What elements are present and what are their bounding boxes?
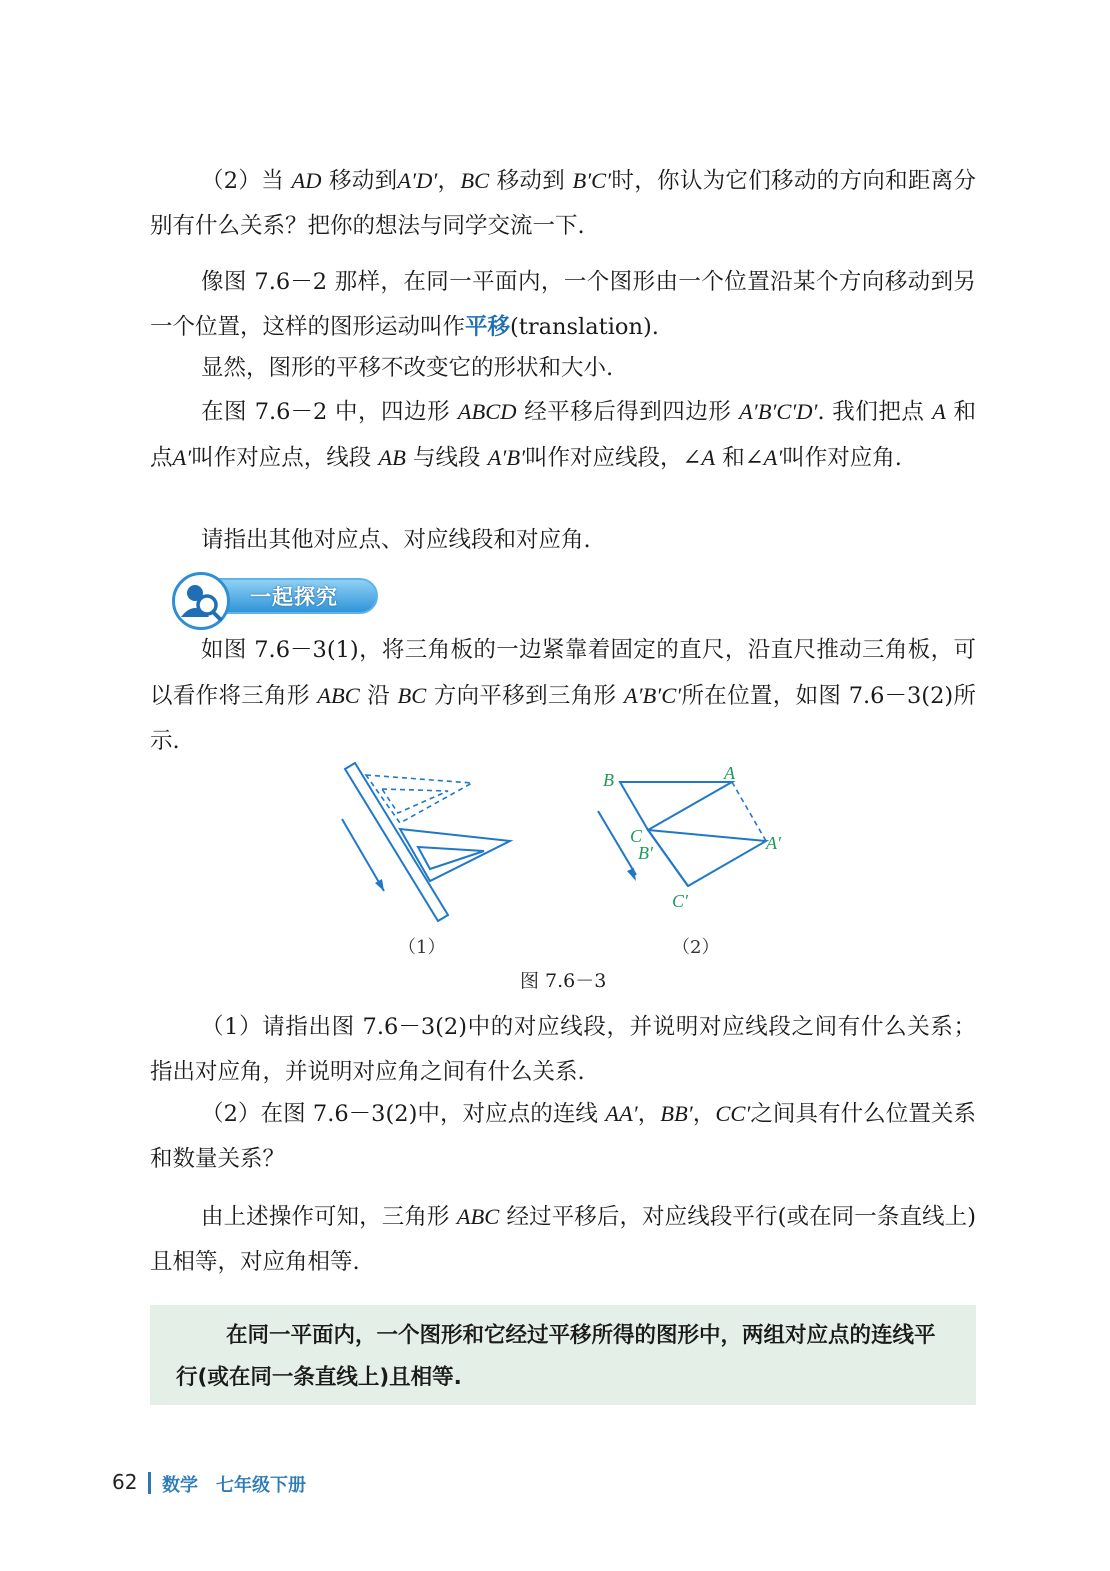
page-number: 62 — [112, 1470, 138, 1494]
magnifier-person-icon — [172, 572, 230, 630]
text: 经过平移后，对应线段平行(或在同一条直线上)且相等，对应角相等. — [150, 1204, 976, 1275]
explore-together-badge — [150, 572, 380, 620]
arrowhead — [627, 868, 636, 881]
label-A1: A′ — [766, 833, 781, 853]
keyword-translation: 平移 — [465, 314, 511, 340]
triangle-A1B1C1 — [648, 830, 766, 886]
shape-unchanged-note — [150, 346, 976, 391]
text: 方向平移到三角形 — [426, 683, 624, 709]
math-var: A′D′ — [397, 168, 438, 193]
math-var: A′B′C′ — [623, 683, 682, 708]
text: ， — [692, 1101, 716, 1127]
text: . 我们把点 — [817, 399, 933, 425]
correspondence-paragraph — [150, 389, 976, 481]
math-var: A′ — [172, 445, 192, 470]
text: 叫作对应角. — [782, 445, 902, 471]
text: ， — [437, 168, 461, 194]
figure-drawing — [300, 755, 820, 995]
text: 与线段 — [405, 445, 488, 471]
label-B: B — [603, 770, 614, 790]
text: 沿 — [359, 683, 398, 709]
math-var: ABC — [317, 683, 360, 708]
segment-CC1 — [648, 830, 688, 886]
math-var: A′ — [763, 445, 783, 470]
math-var: ABCD — [457, 399, 517, 424]
text: 经平移后得到四边形 — [516, 399, 740, 425]
ruler — [345, 763, 448, 921]
badge-label: 一起探究 — [250, 585, 338, 609]
math-var: AA′ — [605, 1101, 638, 1126]
text: 像图 7.6－2 那样，在同一平面内，一个图形由一个位置沿某个方向移动到另一个位置，这样的图形运动叫作 — [150, 269, 976, 340]
text: (translation). — [510, 314, 659, 340]
book-title: 数学 七年级下册 — [162, 1475, 306, 1496]
text: 和∠ — [715, 445, 764, 471]
question-2b-paragraph — [150, 1091, 976, 1182]
footer-divider — [148, 1472, 151, 1494]
dashed-triangle-outer — [366, 775, 472, 823]
text: 在图 7.6－2 中，四边形 — [201, 399, 458, 425]
label-A: A — [724, 763, 735, 783]
math-var: ABC — [456, 1204, 500, 1229]
math-var: A — [701, 445, 716, 470]
triangle-ABC — [620, 782, 732, 830]
subfigure-2-label: （2） — [672, 937, 720, 958]
text: 所在位置，如图 7.6－3(2)所示. — [150, 683, 976, 754]
label-B1: B′ — [638, 843, 653, 863]
math-var: A′B′C′D′ — [739, 399, 818, 424]
translation-definition — [150, 260, 976, 350]
arrowhead — [375, 879, 384, 891]
text: 之间具有什么位置关系和数量关系？ — [150, 1101, 976, 1172]
math-var: A′B′ — [487, 445, 525, 470]
text: 由上述操作可知，三角形 — [201, 1204, 457, 1230]
math-var: BC — [397, 683, 427, 708]
math-var: CC′ — [715, 1101, 751, 1126]
text: 请指出其他对应点、对应线段和对应角. — [201, 527, 591, 553]
text: 移动到 — [321, 168, 398, 194]
label-C1: C′ — [672, 891, 688, 911]
math-var: A — [932, 399, 946, 424]
math-var: AD — [291, 168, 322, 193]
math-var: BC — [460, 168, 490, 193]
label-C: C — [630, 826, 643, 846]
text: 移动到 — [489, 168, 573, 194]
property-statement: 在同一平面内，一个图形和它经过平移所得的图形中，两组对应点的连线平行(或在同一条直线上)且相等. — [176, 1323, 936, 1390]
question-2-paragraph — [150, 158, 976, 249]
subfigure-1-label: （1） — [398, 937, 446, 958]
conclusion-paragraph — [150, 1194, 976, 1285]
property-summary-box — [150, 1305, 976, 1405]
math-var: BB′ — [660, 1101, 693, 1126]
push-direction-arrow — [342, 819, 384, 891]
figure-1-ruler-triangle — [342, 763, 510, 921]
explore-paragraph — [150, 628, 976, 764]
text: 叫作对应线段，∠ — [525, 445, 702, 471]
text: （2）当 — [201, 168, 292, 194]
text: 显然，图形的平移不改变它的形状和大小. — [201, 355, 614, 381]
text: ， — [637, 1101, 661, 1127]
exercise-prompt — [150, 518, 976, 563]
set-square — [400, 829, 510, 881]
segment-AA1 — [732, 782, 766, 841]
text: 叫作对应点，线段 — [191, 445, 379, 471]
text: 和点 — [150, 399, 976, 471]
question-1-paragraph — [150, 1005, 976, 1095]
math-var: B′C′ — [572, 168, 612, 193]
text: （1）请指出图 7.6－3(2)中的对应线段，并说明对应线段之间有什么关系；指出对应角，并说明对应角之间有什么关系. — [150, 1014, 976, 1085]
text: 如图 7.6－3(1)，将三角板的一边紧靠着固定的直尺，沿直尺推动三角板，可以看作将三角形 — [150, 637, 976, 709]
text: 时，你认为它们移动的方向和距离分别有什么关系？把你的想法与同学交流一下. — [150, 168, 977, 239]
text: （2）在图 7.6－3(2)中，对应点的连线 — [201, 1101, 606, 1127]
figure-caption: 图 7.6－3 — [520, 970, 607, 992]
math-var: AB — [378, 445, 406, 470]
figure-2-translated-triangle — [598, 763, 782, 911]
figure-7-6-3 — [300, 755, 820, 995]
